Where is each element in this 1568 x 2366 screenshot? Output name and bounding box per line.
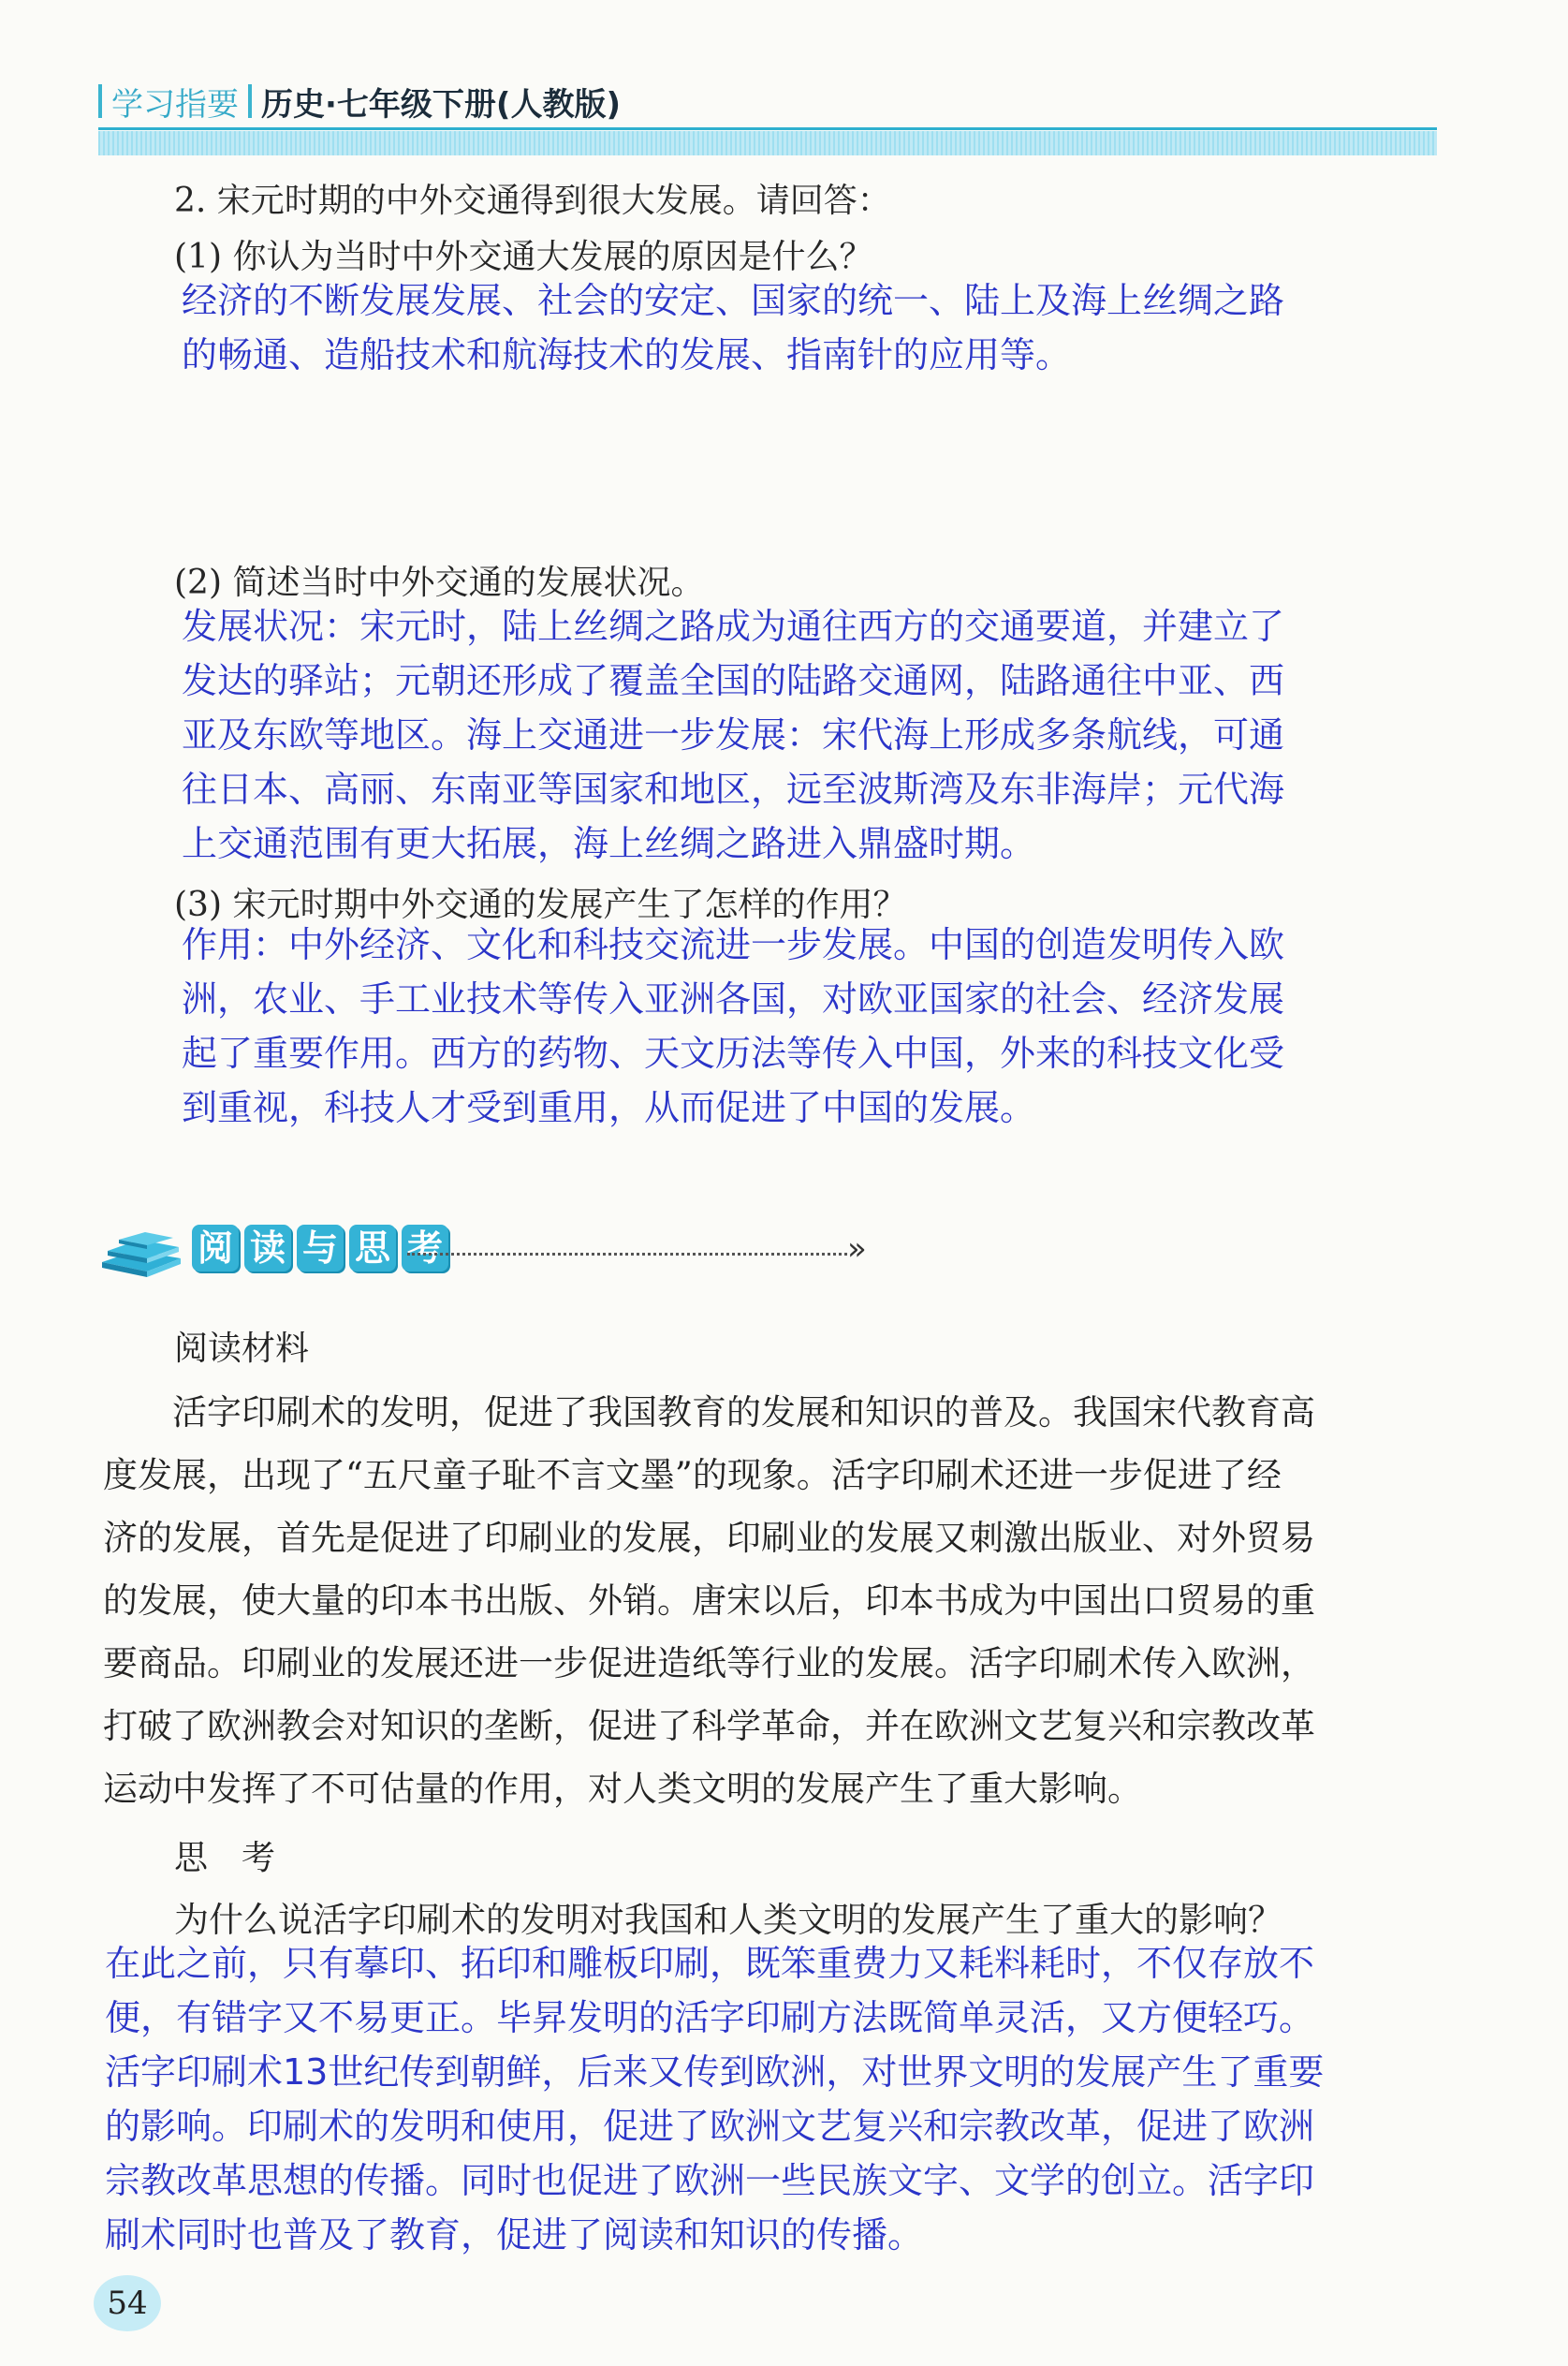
reading-line: 活字印刷术的发明，促进了我国教育的发展和知识的普及。我国宋代教育高	[103, 1392, 1315, 1433]
page-header	[98, 69, 1437, 150]
answer-line: 上交通范围有更大拓展，海上丝绸之路进入鼎盛时期。	[182, 823, 1036, 864]
reading-line: 要商品。印刷业的发展还进一步促进造纸等行业的发展。活字印刷术传入欧洲，	[103, 1643, 1315, 1683]
books-icon	[98, 1230, 184, 1277]
header-divider-bar	[248, 84, 252, 118]
arrow-icon: »	[847, 1230, 867, 1268]
answer-line: 发展状况：宋元时，陆上丝绸之路成为通往西方的交通要道，并建立了	[182, 606, 1285, 647]
reading-title: 阅读材料	[174, 1330, 310, 1368]
answer-line: 的影响。印刷术的发明和使用，促进了欧洲文艺复兴和宗教改革，促进了欧洲	[105, 2106, 1315, 2147]
reading-line: 打破了欧洲教会对知识的垄断，促进了科学革命，并在欧洲文艺复兴和宗教改革	[103, 1706, 1315, 1746]
section-title-char: 考	[402, 1225, 448, 1271]
dotted-leader	[407, 1253, 847, 1256]
answer-line: 在此之前，只有摹印、拓印和雕板印刷，既笨重费力又耗料耗时，不仅存放不	[105, 1943, 1315, 1984]
answer-line: 到重视，科技人才受到重用，从而促进了中国的发展。	[182, 1087, 1036, 1128]
answer-line: 往日本、高丽、东南亚等国家和地区，远至波斯湾及东非海岸；元代海	[182, 769, 1285, 810]
section-title-char: 读	[244, 1225, 291, 1271]
question-part-3-prompt: (3) 宋元时期中外交通的发展产生了怎样的作用？	[174, 886, 907, 924]
reading-line: 济的发展，首先是促进了印刷业的发展，印刷业的发展又刺激出版业、对外贸易	[103, 1518, 1315, 1558]
question-part-2-prompt: (2) 简述当时中外交通的发展状况。	[174, 564, 705, 602]
answer-line: 发达的驿站；元朝还形成了覆盖全国的陆路交通网，陆路通往中亚、西	[182, 660, 1285, 701]
answer-line: 便，有错字又不易更正。毕昇发明的活字印刷方法既简单灵活，又方便轻巧。	[105, 1997, 1315, 2038]
answer-line: 洲，农业、手工业技术等传入亚洲各国，对欧亚国家的社会、经济发展	[182, 978, 1285, 1020]
thinking-question: 为什么说活字印刷术的发明对我国和人类文明的发展产生了重大的影响？	[174, 1900, 1282, 1940]
thinking-answer	[105, 1936, 1324, 2262]
reading-line: 运动中发挥了不可估量的作用，对人类文明的发展产生了重大影响。	[103, 1769, 1142, 1809]
question-stem: 2. 宋元时期的中外交通得到很大发展。请回答：	[174, 182, 891, 220]
answer-line: 起了重要作用。西方的药物、天文历法等传入中国，外来的科技文化受	[182, 1033, 1285, 1074]
answer-line: 经济的不断发展发展、社会的安定、国家的统一、陆上及海上丝绸之路	[182, 280, 1285, 321]
reading-line: 度发展，出现了“五尺童子耻不言文墨”的现象。活字印刷术还进一步促进了经	[103, 1455, 1282, 1495]
book-title: 历史·七年级下册(人教版)	[261, 85, 621, 124]
question-part-3-answer	[182, 918, 1284, 1135]
question-part-1-prompt: (1) 你认为当时中外交通大发展的原因是什么？	[174, 238, 873, 276]
answer-line: 刷术同时也普及了教育，促进了阅读和知识的传播。	[105, 2214, 924, 2256]
series-name: 学习指要	[111, 85, 239, 124]
answer-line: 的畅通、造船技术和航海技术的发展、指南针的应用等。	[182, 334, 1072, 375]
question-part-1-answer	[182, 273, 1284, 382]
page-number: 54	[94, 2275, 161, 2331]
answer-line: 亚及东欧等地区。海上交通进一步发展：宋代海上形成多条航线，可通	[182, 714, 1285, 756]
section-heading	[98, 1213, 867, 1288]
section-title-char: 思	[349, 1225, 396, 1271]
answer-line: 宗教改革思想的传播。同时也促进了欧洲一些民族文字、文学的创立。活字印	[105, 2160, 1315, 2201]
section-title-char: 阅	[192, 1225, 239, 1271]
reading-material	[103, 1381, 1451, 1820]
question-part-2-answer	[182, 599, 1284, 871]
thinking-title: 思 考	[174, 1839, 276, 1877]
header-divider-bar	[98, 84, 102, 118]
section-title-char: 与	[297, 1225, 344, 1271]
section-title	[192, 1225, 454, 1271]
answer-line: 作用：中外经济、文化和科技交流进一步发展。中国的创造发明传入欧	[182, 924, 1285, 965]
answer-line: 活字印刷术13世纪传到朝鲜，后来又传到欧洲，对世界文明的发展产生了重要	[105, 2051, 1325, 2093]
reading-line: 的发展，使大量的印本书出版、外销。唐宋以后，印本书成为中国出口贸易的重	[103, 1580, 1315, 1621]
header-rule	[98, 127, 1437, 130]
header-band	[98, 131, 1437, 155]
header-title-row	[98, 81, 621, 122]
